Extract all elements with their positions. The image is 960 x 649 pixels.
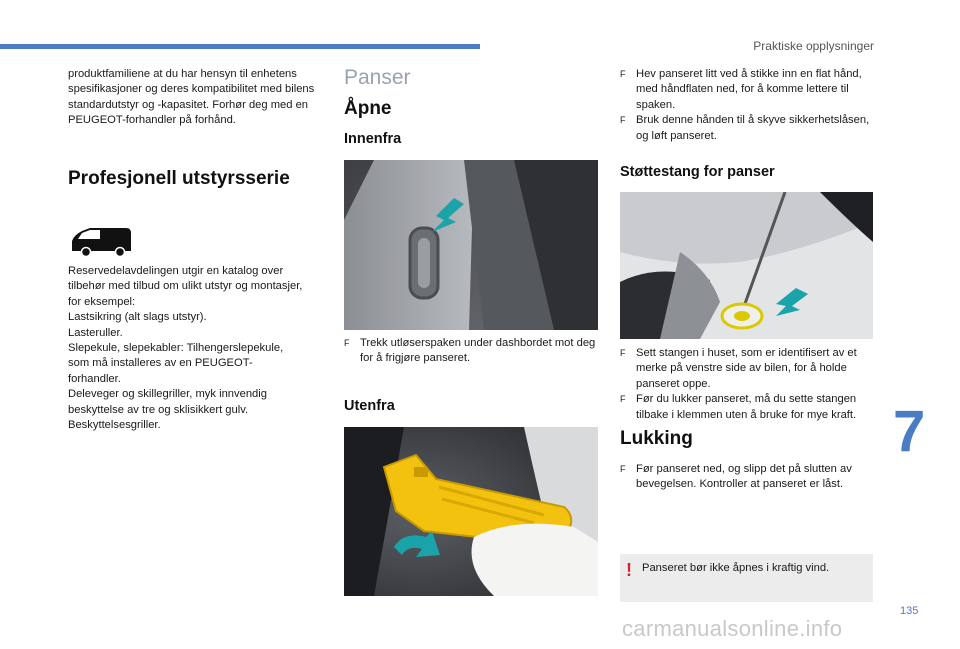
section-title-panser: Panser — [344, 66, 411, 89]
lift-instruction-text: Bruk denne hånden til å skyve sikkerhetslåsen, og løft panseret. — [636, 114, 870, 142]
prop-instruction — [620, 392, 876, 423]
accessories-list — [68, 264, 328, 433]
bullet-marker: F — [620, 69, 626, 79]
lift-instruction-text: Hev panseret litt ved å stikke inn en flat hånd, med håndflaten ned, for å komme lettere til spaken. — [636, 68, 862, 111]
chapter-number: 7 — [893, 399, 926, 464]
bullet-marker: F — [620, 348, 626, 358]
intro-paragraph: produktfamiliene at du har hensyn til enhetens spesifikasjoner og deres kompatibilitet med bilens standardutstyr og -kapasitet. Forhør deg med en PEUGEOT-forhandler på forhånd. — [68, 68, 315, 127]
accessories-line: forhandler. — [68, 372, 121, 385]
warning-icon: ! — [626, 560, 632, 580]
bullet-marker: F — [620, 394, 626, 405]
accessories-line: Lasteruller. — [68, 326, 123, 339]
outside-heading: Utenfra — [344, 398, 395, 414]
accessories-line: Deleveger og skillegriller, myk innvendig — [68, 388, 267, 401]
prop-instruction-text: Før du lukker panseret, må du sette stangen tilbake i klemmen uten å bruke for mye kraft. — [636, 393, 857, 421]
section-title: Praktiske opplysninger — [753, 39, 874, 53]
accessories-line: som må installeres av en PEUGEOT- — [68, 357, 253, 370]
wind-warning-box — [620, 554, 873, 602]
wind-warning-text: Panseret bør ikke åpnes i kraftig vind. — [642, 562, 830, 574]
accessories-line: Reservedelavdelingen utgir en katalog over — [68, 265, 284, 277]
accessories-line: Lastsikring (alt slags utstyr). — [68, 311, 207, 324]
inside-instruction — [344, 336, 600, 367]
lift-instructions — [620, 67, 876, 144]
accessories-line: beskyttelse av tre og sklisikkert gulv. — [68, 403, 249, 416]
lift-instruction — [620, 67, 876, 113]
inside-instruction-text: Trekk utløserspaken under dashbordet mot deg for å frigjøre panseret. — [360, 337, 596, 365]
page-number: 135 — [900, 605, 919, 617]
prop-instruction — [620, 346, 876, 392]
accessories-line: tilbehør med tilbud om ulikt utstyr og montasjer, — [68, 280, 303, 293]
accessories-line: for eksempel: — [68, 295, 136, 308]
closing-instruction-text: Før panseret ned, og slipp det på slutten av bevegelsen. Kontroller at panseret er låst. — [636, 463, 852, 491]
bullet-marker: F — [620, 115, 626, 126]
open-heading: Åpne — [344, 98, 392, 119]
header-accent-bar — [0, 44, 480, 49]
watermark: carmanualsonline.info — [622, 616, 843, 641]
van-icon — [68, 225, 134, 257]
prop-instruction-text: Sett stangen i huset, som er identifisert av et merke på venstre side av bilen, for å holde panseret oppe. — [636, 347, 857, 390]
outside-release-photo — [344, 427, 598, 596]
accessories-line: Slepekule, slepekabler: Tilhengerslepekule, — [68, 342, 284, 355]
inside-release-photo — [344, 160, 598, 330]
accessories-line: Beskyttelsesgriller. — [68, 419, 161, 432]
prop-rod-heading: Støttestang for panser — [620, 164, 775, 180]
prop-rod-photo — [620, 192, 873, 339]
inside-heading: Innenfra — [344, 131, 402, 147]
bullet-marker: F — [620, 464, 626, 474]
lift-instruction — [620, 113, 876, 144]
prop-rod-instructions — [620, 346, 876, 423]
closing-heading: Lukking — [620, 428, 693, 449]
professional-heading: Profesjonell utstyrsserie — [68, 168, 290, 189]
closing-instruction — [620, 462, 876, 493]
bullet-marker: F — [344, 338, 350, 348]
